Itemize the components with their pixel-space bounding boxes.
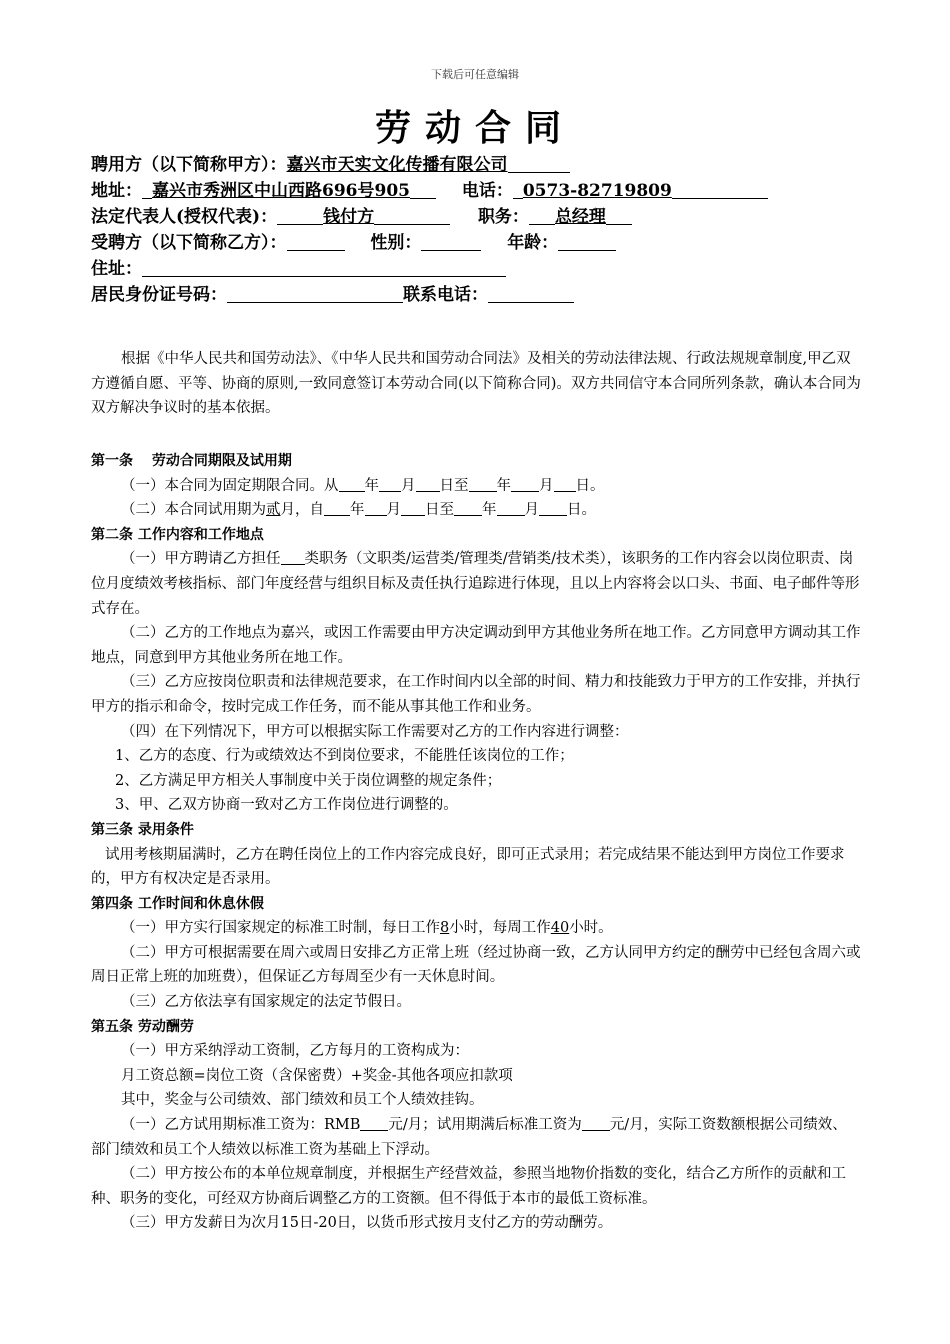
id-field[interactable] bbox=[227, 284, 403, 303]
legal-rep-label: 法定代表人(授权代表)： bbox=[91, 207, 278, 227]
article-4-item-2: （二）甲方可根据需要在周六或周日安排乙方正常上班（经过协商一致，乙方认同甲方约定的酬劳中已经包含周六或周日正常上班的加班费），但保证乙方每周至少有一天休息时间。 bbox=[91, 944, 861, 986]
trial-salary-field[interactable] bbox=[360, 1116, 388, 1131]
id-label: 居民身份证号码： bbox=[91, 285, 227, 305]
residence-label: 住址： bbox=[91, 259, 142, 279]
address-value: 嘉兴市秀洲区中山西路696号905 bbox=[152, 181, 410, 201]
article-2-sub-2: 2、乙方满足甲方相关人事制度中关于岗位调整的规定条件； bbox=[115, 772, 502, 789]
daily-hours-value: 8 bbox=[440, 920, 450, 937]
article-1-item-1: （一）本合同为固定期限合同。从 年 月 日至 年 月 日。 bbox=[121, 477, 605, 494]
employee-name-field[interactable] bbox=[287, 232, 345, 251]
article-2-sub-1: 1、乙方的态度、行为或绩效达不到岗位要求，不能胜任该岗位的工作； bbox=[115, 748, 574, 765]
legal-rep-line bbox=[91, 202, 632, 227]
employer-name-blank bbox=[508, 154, 570, 173]
phone-label: 电话： bbox=[461, 181, 513, 201]
intro-paragraph: 根据《中华人民共和国劳动法》、《中华人民共和国劳动合同法》及相关的劳动法律法规、行政法规规章制度,甲乙双方遵循自愿、平等、协商的原则,一致同意签订本劳动合同(以下简称合同)。双方共同信守本合同所列条款，确认本合同为双方解决争议时的基本依据。 bbox=[91, 351, 861, 417]
article-2-item-4: （四）在下列情况下，甲方可以根据实际工作需要对乙方的工作内容进行调整： bbox=[121, 723, 629, 740]
contact-field[interactable] bbox=[488, 284, 574, 303]
article-5-item-3: （二）甲方按公布的本单位规章制度，并根据生产经营效益，参照当地物价指数的变化，结合乙方所作的贡献和工种、职务的变化，可经双方协商后调整乙方的工资额。但不得低于本市的最低工资标准。 bbox=[91, 1166, 846, 1207]
employee-line bbox=[91, 228, 616, 253]
page-title: 劳动合同 bbox=[374, 107, 575, 149]
article-3-item-1: 试用考核期届满时，乙方在聘任岗位上的工作内容完成良好，即可正式录用；若完成结果不能达到甲方岗位工作要求的，甲方有权决定是否录用。 bbox=[91, 846, 845, 888]
employer-line bbox=[91, 150, 570, 175]
article-5-item-4: （三）甲方发薪日为次月15日-20日，以货币形式按月支付乙方的劳动酬劳。 bbox=[121, 1215, 613, 1232]
article-5-item-2: （一）乙方试用期标准工资为：RMB 元/月；试用期满后标准工资为 元/月，实际工资数额根据公司绩效、部门绩效和员工个人绩效以标准工资为基础上下浮动。 bbox=[91, 1117, 847, 1158]
article-4-item-3: （三）乙方依法享有国家规定的法定节假日。 bbox=[121, 994, 411, 1011]
contact-label: 联系电话： bbox=[403, 285, 488, 305]
residence-line bbox=[91, 254, 506, 279]
trial-months-value: 贰 bbox=[266, 502, 281, 519]
id-line bbox=[91, 280, 574, 305]
gender-label: 性别： bbox=[370, 233, 422, 253]
weekly-hours-value: 40 bbox=[550, 920, 570, 937]
articles-section bbox=[91, 449, 861, 1236]
article-4-title: 第四条 工作时间和休息休假 bbox=[91, 895, 264, 912]
article-1-title: 第一条 劳动合同期限及试用期 bbox=[91, 453, 292, 469]
article-5-item-1: （一）甲方采纳浮动工资制，乙方每月的工资构成为： bbox=[121, 1043, 469, 1060]
employee-label: 受聘方（以下简称乙方）： bbox=[91, 233, 287, 253]
phone-value: 0573-82719809 bbox=[522, 181, 672, 201]
article-5-note: 其中，奖金与公司绩效、部门绩效和员工个人绩效挂钩。 bbox=[121, 1092, 484, 1109]
article-4-item-1: （一）甲方实行国家规定的标准工时制，每日工作8小时，每周工作40小时。 bbox=[121, 920, 613, 937]
article-2-item-3: （三）乙方应按岗位职责和法律规范要求，在工作时间内以全部的时间、精力和技能致力于甲方的工作安排，并执行甲方的指示和命令，按时完成工作任务，而不能从事其他工作和业务。 bbox=[91, 674, 861, 715]
residence-field[interactable] bbox=[142, 258, 506, 277]
employer-label: 聘用方（以下简称甲方）： bbox=[91, 155, 287, 175]
gender-field[interactable] bbox=[421, 232, 481, 251]
article-2-item-1: （一）甲方聘请乙方担任 类职务（文职类/运营类/管理类/营销类/技术类），该职务的工作内容会以岗位职责、岗位月度绩效考核指标、部门年度经营与组织目标及责任执行追踪进行体现，且以上内容将会以口头、书面、电子邮件等形式存在。 bbox=[91, 551, 860, 617]
article-2-sub-3: 3、甲、乙双方协商一致对乙方工作岗位进行调整的。 bbox=[115, 797, 458, 814]
position-value: 总经理 bbox=[554, 207, 606, 227]
article-3-title: 第三条 录用条件 bbox=[91, 821, 194, 838]
employer-name: 嘉兴市天实文化传播有限公司 bbox=[286, 155, 508, 175]
address-label: 地址： bbox=[91, 181, 142, 201]
age-field[interactable] bbox=[558, 232, 616, 251]
article-2-item-2: （二）乙方的工作地点为嘉兴，或因工作需要由甲方决定调动到甲方其他业务所在地工作。乙方同意甲方调动其工作地点，同意到甲方其他业务所在地工作。 bbox=[91, 625, 861, 666]
position-label: 职务： bbox=[477, 207, 529, 227]
article-5-formula: 月工资总额=岗位工资（含保密费）+奖金-其他各项应扣款项 bbox=[121, 1067, 513, 1084]
address-line bbox=[91, 176, 768, 201]
age-label: 年龄： bbox=[507, 233, 559, 253]
legal-rep-value: 钱付方 bbox=[323, 207, 375, 227]
article-2-title: 第二条 工作内容和工作地点 bbox=[91, 526, 264, 543]
regular-salary-field[interactable] bbox=[582, 1116, 610, 1131]
watermark-text: 下载后可任意编辑 bbox=[431, 68, 519, 81]
article-5-title: 第五条 劳动酬劳 bbox=[91, 1018, 194, 1035]
intro-section bbox=[91, 347, 861, 421]
article-1-item-2: （二）本合同试用期为贰月，自 年 月 日至 年 月 日。 bbox=[121, 502, 596, 519]
